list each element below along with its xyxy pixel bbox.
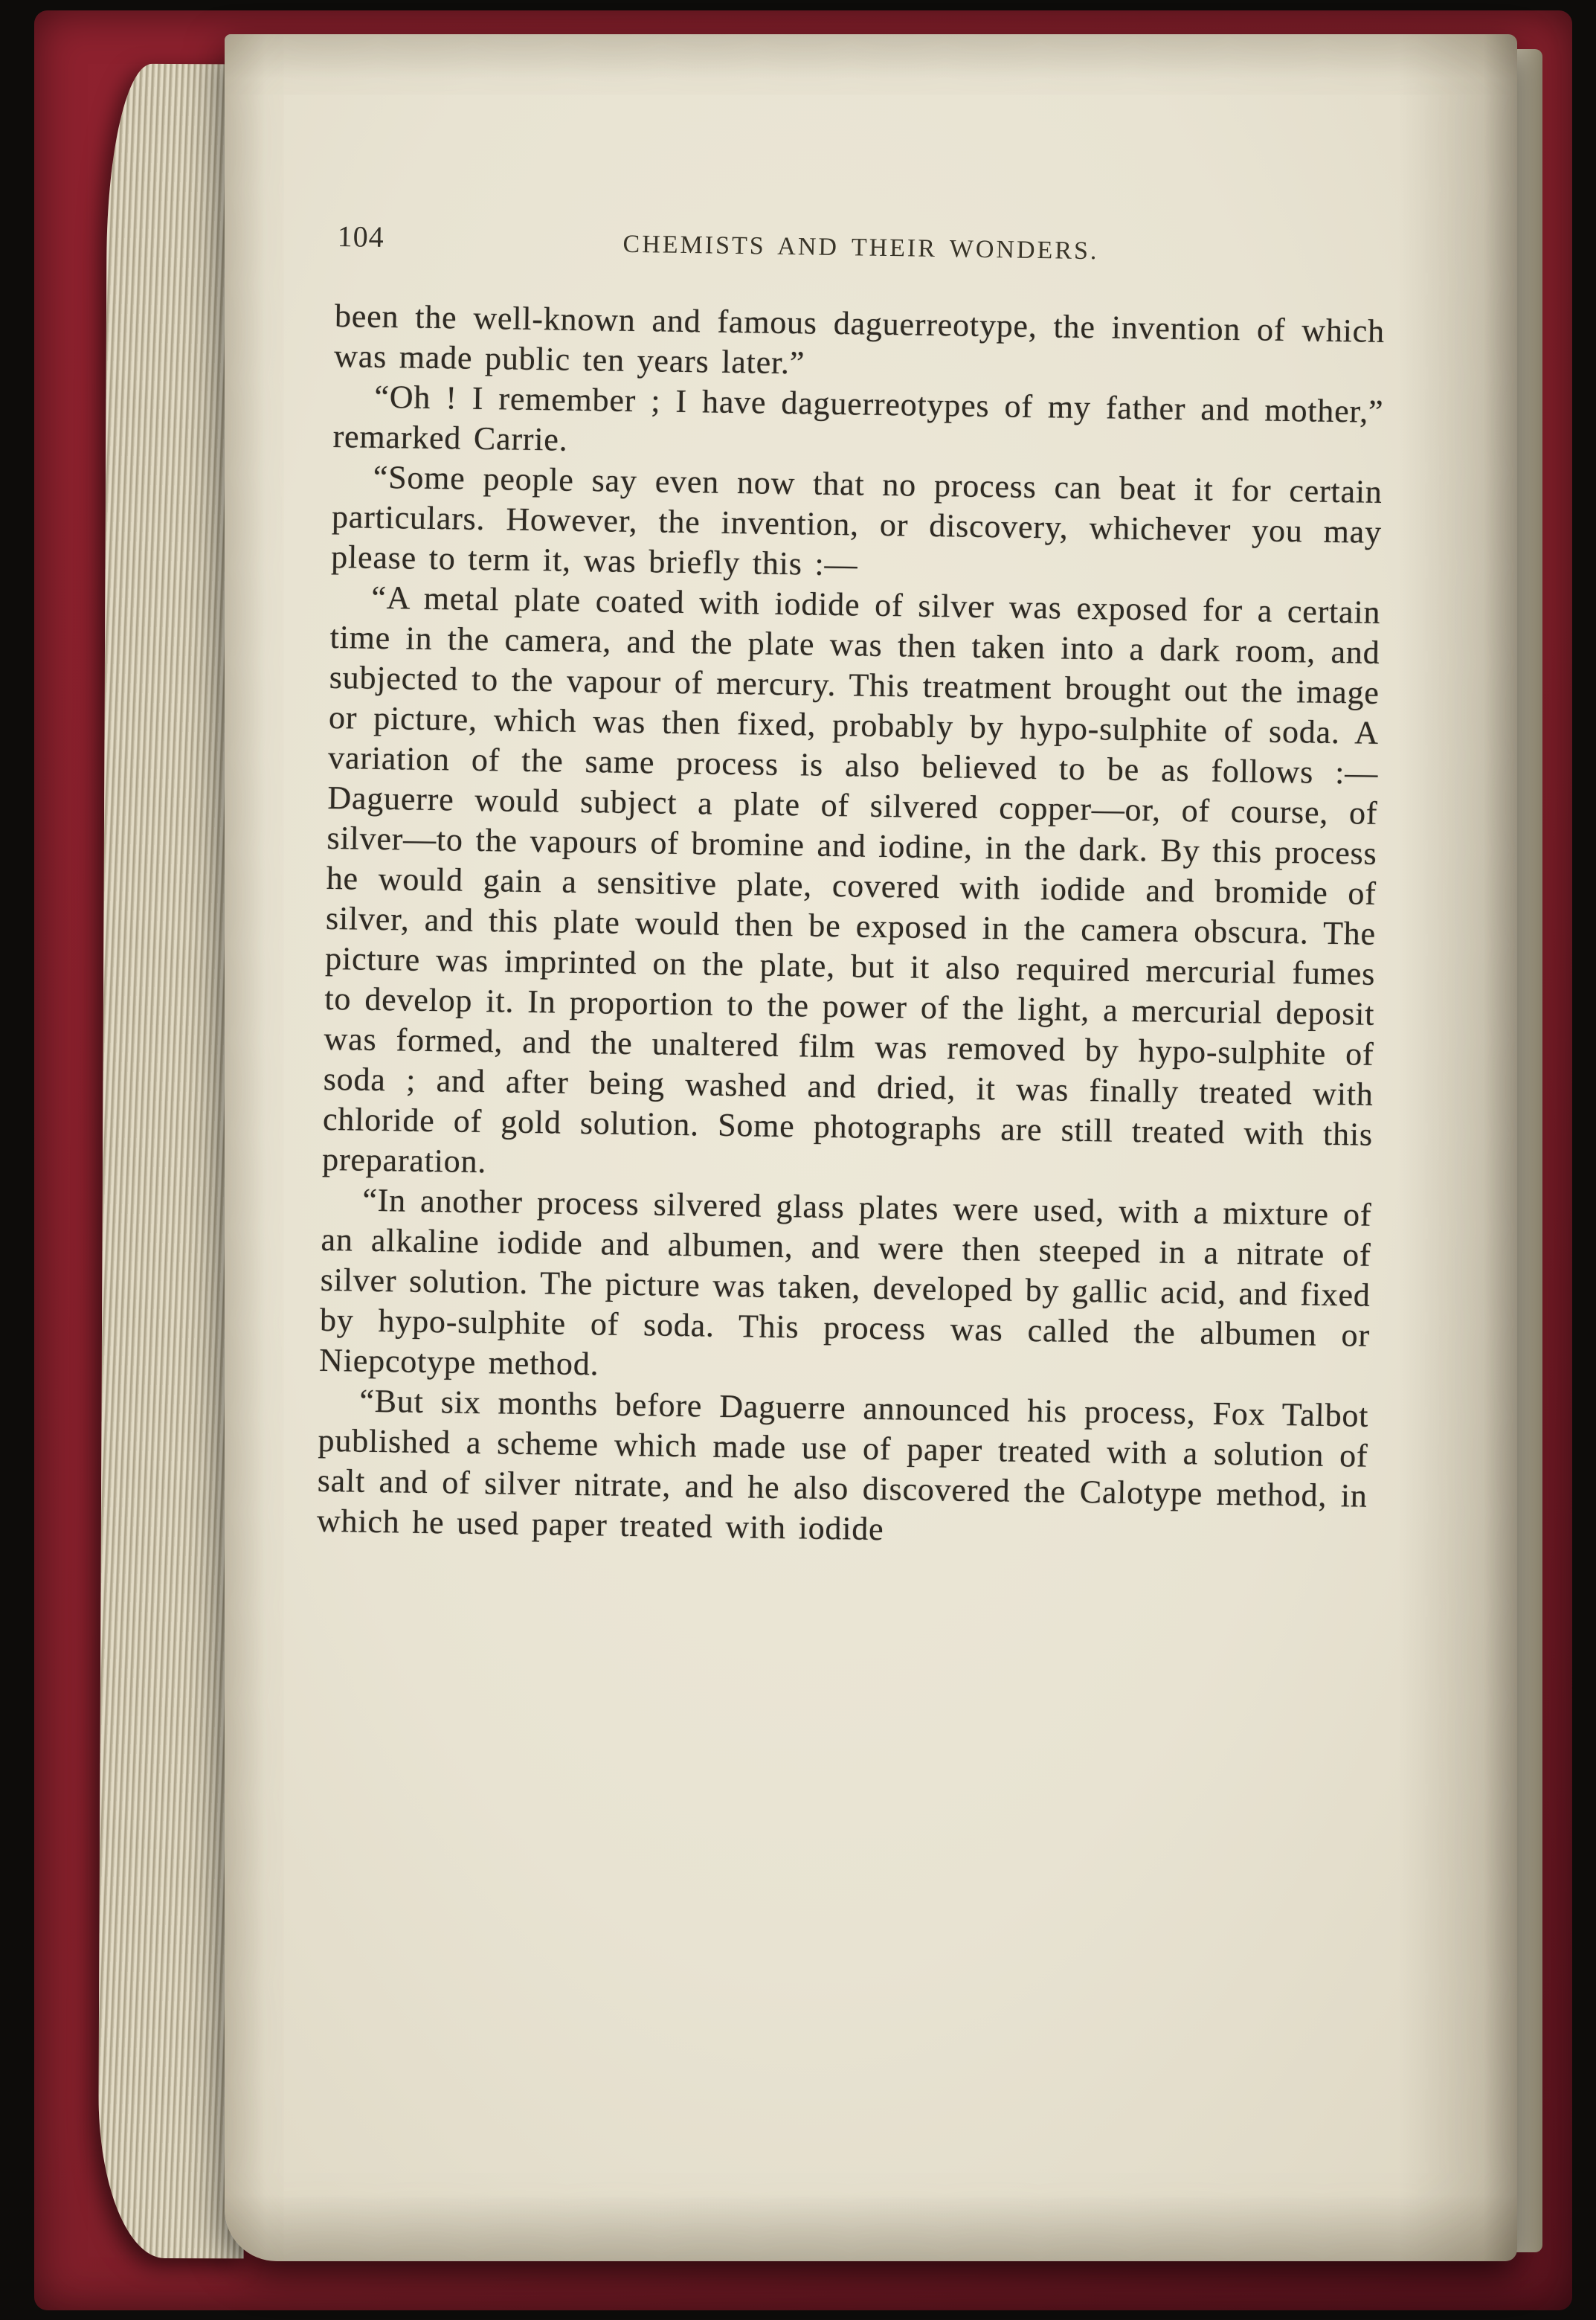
page-number: 104 xyxy=(337,219,384,254)
paragraph: “A metal plate coated with iodide of silver was exposed for a certain time in the camera, and the plate was then taken into a dark room, and subjected to the vapour of mercury. This treatment brought out the image or picture, which was then fixed, probably by hypo-sulphite of soda. A variation of the same process is also believed to be as follows :—Daguerre would subject a plate of silvered copper—or, of course, of silver—to the vapours of bromine and iodine, in the dark. By this process he would gain a sensitive plate, covered with iodide and bromide of silver, and this plate would then be exposed in the camera obscura. The picture was imprinted on the plate, but it also required mercurial fumes to develop it. In proportion to the power of the light, a mercurial deposit was formed, and the unaltered film was removed by hypo-sulphite of soda ; and after being washed and dried, it was finally treated with chloride of gold solution. Some photographs are still treated with this preparation. xyxy=(321,579,1381,1180)
printed-text-area xyxy=(317,219,1386,1557)
body-text-block xyxy=(317,296,1386,1557)
paragraph-continuation: been the well-known and famous daguerreotype, the invention of which was made public ten years later.” xyxy=(333,297,1386,382)
underlying-page-edge xyxy=(1516,49,1542,2252)
paragraph: “In another process silvered glass plates were used, with a mixture of an alkaline iodide and albumen, and were then steeped in a nitrate of silver solution. The picture was taken, developed by gallic acid, and fixed by hypo-sulphite of soda. This process was called the albumen or Niepcotype method. xyxy=(318,1181,1372,1383)
page-header-row xyxy=(335,219,1386,280)
paragraph: “But six months before Daguerre announced his process, Fox Talbot published a scheme which made use of paper treated with a solution of salt and of silver nitrate, and he also discovered the Calotype method, in which he used paper treated with iodide xyxy=(316,1382,1369,1548)
book-page xyxy=(225,34,1517,2261)
running-header-title: CHEMISTS AND THEIR WONDERS. xyxy=(622,230,1099,266)
paragraph: “Oh ! I remember ; I have daguerreotypes of my father and mother,” remarked Carrie. xyxy=(332,378,1384,458)
paragraph: “Some people say even now that no process can beat it for certain particulars. However, the invention, or discovery, whichever you may please to term it, was briefly this :— xyxy=(330,458,1383,583)
